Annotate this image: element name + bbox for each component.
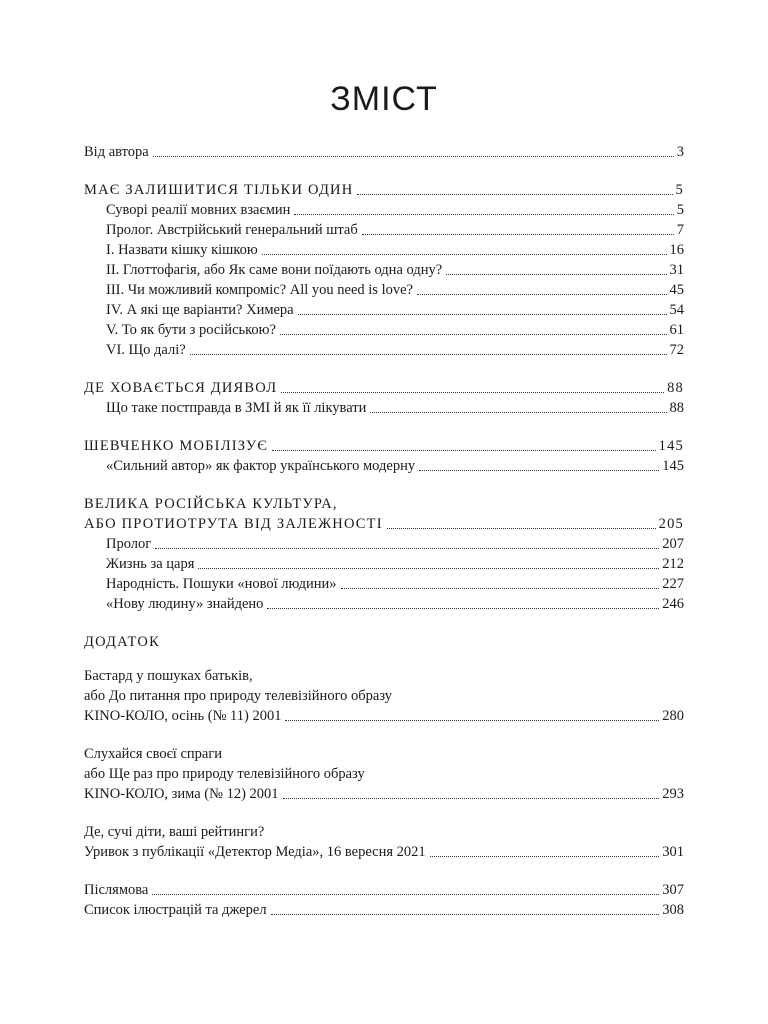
toc-entry-title: «Нову людину» знайдено <box>106 596 264 612</box>
toc-entry-title: Уривок з публікації «Детектор Медіа», 16 вересня 2021 <box>84 844 426 860</box>
leader-dots <box>362 233 674 235</box>
toc-entry-page: 308 <box>662 902 684 918</box>
toc-entry-page: 88 <box>669 400 684 416</box>
toc-entry-page: 207 <box>662 536 684 552</box>
leader-dots <box>341 587 660 589</box>
toc-appendix-2-line-2: або Ще раз про природу телевізійного образу <box>84 766 365 782</box>
toc-appendix-1 <box>84 706 684 726</box>
toc-appendix-3-line-1: Де, сучі діти, ваші рейтинги? <box>84 824 265 840</box>
leader-dots <box>294 213 673 215</box>
toc-entry-page: 3 <box>676 144 684 160</box>
toc-entry-page: 5 <box>675 182 684 198</box>
toc-entry-page: 88 <box>667 380 684 396</box>
toc-entry-page: 31 <box>669 262 684 278</box>
toc-appendix-1-line-2: або До питання про природу телевізійного образу <box>84 688 393 704</box>
toc-entry-title: I. Назвати кішку кішкою <box>106 242 258 258</box>
leader-dots <box>198 567 659 569</box>
leader-dots <box>272 449 656 451</box>
toc-entry-title: Жизнь за царя <box>106 556 195 572</box>
toc-subentry <box>106 340 684 360</box>
leader-dots <box>446 273 666 275</box>
toc-entry-page: 280 <box>662 708 684 724</box>
page-title: ЗМІСТ <box>330 80 438 118</box>
toc-entry-title: Список ілюстрацій та джерел <box>84 902 267 918</box>
toc-entry-title: МАЄ ЗАЛИШИТИСЯ ТІЛЬКИ ОДИН <box>84 182 354 198</box>
toc-section-1 <box>84 180 684 200</box>
toc-subentry <box>106 200 684 220</box>
leader-dots <box>387 527 656 529</box>
toc-entry-title: Пролог. Австрійський генеральний штаб <box>106 222 358 238</box>
toc-entry-page: 246 <box>662 596 684 612</box>
toc-subentry <box>106 534 684 554</box>
leader-dots <box>262 253 667 255</box>
toc-entry-title: ШЕВЧЕНКО МОБІЛІЗУЄ <box>84 438 269 454</box>
leader-dots <box>298 313 667 315</box>
toc-entry-title: Народність. Пошуки «нової людини» <box>106 576 337 592</box>
toc-entry-title: KINO-КОЛО, осінь (№ 11) 2001 <box>84 708 282 724</box>
toc-entry-title: Пролог <box>106 536 152 552</box>
leader-dots <box>267 607 659 609</box>
toc-entry-title: «Сильний автор» як фактор українського модерну <box>106 458 416 474</box>
toc-appendix-1-line-1: Бастард у пошуках батьків, <box>84 668 253 684</box>
toc-entry-page: 61 <box>669 322 684 338</box>
toc-entry-title: V. То як бути з російською? <box>106 322 276 338</box>
toc-section-4-line-1: ВЕЛИКА РОСІЙСЬКА КУЛЬТУРА, <box>84 496 338 512</box>
leader-dots <box>417 293 667 295</box>
toc-entry-page: 145 <box>658 438 684 454</box>
toc-subentry <box>106 456 684 476</box>
toc-entry-page: 307 <box>662 882 684 898</box>
toc-entry-page: 227 <box>662 576 684 592</box>
toc-illustrations <box>84 900 684 920</box>
toc-entry-page: 54 <box>669 302 684 318</box>
toc-entry-page: 293 <box>662 786 684 802</box>
toc-subentry <box>106 240 684 260</box>
toc-entry-page: 72 <box>669 342 684 358</box>
toc-entry-title: VI. Що далі? <box>106 342 186 358</box>
toc-appendix-2 <box>84 784 684 804</box>
toc-entry-title: Післямова <box>84 882 149 898</box>
toc-subentry <box>106 594 684 614</box>
leader-dots <box>357 193 672 195</box>
leader-dots <box>419 469 659 471</box>
toc-appendix-heading: ДОДАТОК <box>84 634 160 650</box>
leader-dots <box>190 353 667 355</box>
toc-entry-page: 212 <box>662 556 684 572</box>
toc-entry-title: Від автора <box>84 144 149 160</box>
toc-subentry <box>106 320 684 340</box>
leader-dots <box>370 411 666 413</box>
leader-dots <box>153 155 674 157</box>
leader-dots <box>155 547 659 549</box>
toc-entry-page: 7 <box>676 222 684 238</box>
toc-entry-author <box>84 142 684 162</box>
toc-subentry <box>106 554 684 574</box>
toc-entry-page: 205 <box>658 516 684 532</box>
toc-subentry <box>106 300 684 320</box>
leader-dots <box>430 855 660 857</box>
toc-entry-page: 5 <box>676 202 684 218</box>
toc-entry-title: АБО ПРОТИОТРУТА ВІД ЗАЛЕЖНОСТІ <box>84 516 383 532</box>
toc-subentry <box>106 280 684 300</box>
toc-subentry <box>106 220 684 240</box>
leader-dots <box>152 893 659 895</box>
toc-appendix-3 <box>84 842 684 862</box>
toc-section-4 <box>84 514 684 534</box>
leader-dots <box>280 333 667 335</box>
toc-appendix-2-line-1: Слухайся своєї спраги <box>84 746 223 762</box>
leader-dots <box>283 797 660 799</box>
toc-entry-page: 301 <box>662 844 684 860</box>
toc-section-3 <box>84 436 684 456</box>
leader-dots <box>271 913 660 915</box>
toc-entry-page: 45 <box>669 282 684 298</box>
leader-dots <box>285 719 659 721</box>
toc-entry-title: III. Чи можливий компроміс? All you need is love? <box>106 282 413 298</box>
toc-section-2 <box>84 378 684 398</box>
toc-subentry <box>106 398 684 418</box>
toc-afterword <box>84 880 684 900</box>
toc-entry-title: KINO-КОЛО, зима (№ 12) 2001 <box>84 786 279 802</box>
leader-dots <box>281 391 664 393</box>
toc-entry-title: II. Глоттофагія, або Як саме вони поїдають одна одну? <box>106 262 443 278</box>
toc-entry-title: ДЕ ХОВАЄТЬСЯ ДИЯВОЛ <box>84 380 278 396</box>
toc-subentry <box>106 260 684 280</box>
toc-entry-page: 16 <box>669 242 684 258</box>
toc-entry-title: Суворі реалії мовних взаємин <box>106 202 291 218</box>
toc-entry-title: IV. А які ще варіанти? Химера <box>106 302 294 318</box>
toc-entry-page: 145 <box>662 458 684 474</box>
toc-subentry <box>106 574 684 594</box>
toc-entry-title: Що таке постправда в ЗМІ й як її лікувати <box>106 400 367 416</box>
